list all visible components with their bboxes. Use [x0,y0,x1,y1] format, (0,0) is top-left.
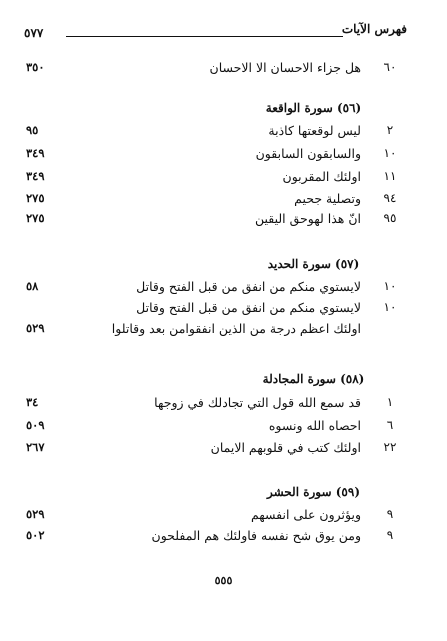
page-ref: ٥٢٩ [26,507,45,521]
verse-number: ٦٠ [383,60,397,74]
page-ref: ٥٠٩ [26,418,45,432]
page-ref: ٣٤ [26,395,39,409]
page-ref: ٢٦٧ [26,440,45,454]
index-row [0,169,447,191]
page-ref: ٢٧٥ [26,211,45,225]
index-row [0,191,447,213]
verse-text: لايستوي منكم من انفق من قبل الفتح وقاتل [136,300,361,315]
page-ref: ٢٧٥ [26,191,45,205]
verse-number: ٩ [386,528,394,542]
verse-text: اولئك كتب في قلوبهم الايمان [210,440,361,455]
verse-text: لايستوي منكم من انفق من قبل الفتح وقاتل [136,279,361,294]
index-row [0,418,447,440]
index-row [0,395,447,417]
verse-number: ٩٥ [383,211,397,225]
surah-heading: (٥٩) سورة الحشر [266,485,360,499]
page-ref: ٥٢٩ [26,321,45,335]
footer-page-number: ٥٥٥ [214,574,233,587]
index-row [0,123,447,145]
verse-number: ٦ [386,418,394,432]
page-ref: ٩٥ [26,123,39,137]
verse-text: هل جزاء الاحسان الا الاحسان [209,60,361,75]
running-header-title: فهرس الآيات [341,22,407,36]
verse-text: قد سمع الله قول التي تجادلك في زوجها [154,395,361,410]
running-header-page-number: ٥٧٧ [24,26,44,40]
verse-text: والسابقون السابقون [255,146,361,161]
index-row [0,300,447,322]
index-row [0,507,447,529]
verse-number: ١٠ [383,146,397,160]
verse-number: ١ [386,395,394,409]
index-row [0,440,447,462]
verse-text: احصاه الله ونسوه [268,418,361,433]
index-row [0,279,447,301]
verse-text: ومن يوق شح نفسه فاولئك هم المفلحون [151,528,361,543]
page-ref: ٥٨ [26,279,39,293]
index-row [0,528,447,550]
verse-number: ١٠ [383,279,397,293]
page-ref: ٣٤٩ [26,146,45,160]
verse-text: انّ هذا لهوحق اليقين [254,211,361,226]
index-row [0,60,447,82]
verse-number: ٩٤ [383,191,397,205]
verse-text: ويؤثرون على انفسهم [250,507,361,522]
header-rule [66,36,343,37]
verse-number: ٢ [386,123,394,137]
surah-heading: (٥٨) سورة المجادلة [262,372,365,386]
verse-text: وتصلية جحيم [294,191,361,206]
page-ref: ٣٥٠ [26,60,45,74]
verse-number: ٢٢ [383,440,397,454]
verse-number: ١١ [383,169,397,183]
verse-number: ١٠ [383,300,397,314]
verse-text: ليس لوقعتها كاذبة [268,123,361,138]
index-row [0,146,447,168]
verse-text: اولئك المقربون [282,169,361,184]
index-row [0,211,447,233]
surah-heading: (٥٦) سورة الواقعة [265,101,362,115]
page-ref: ٥٠٢ [26,528,45,542]
surah-heading: (٥٧) سورة الحديد [267,257,360,271]
verse-number: ٩ [386,507,394,521]
verse-text: اولئك اعظم درجة من الذين انفقوامن بعد وقاتلوا [111,321,361,336]
page-ref: ٣٤٩ [26,169,45,183]
index-row [0,321,447,343]
